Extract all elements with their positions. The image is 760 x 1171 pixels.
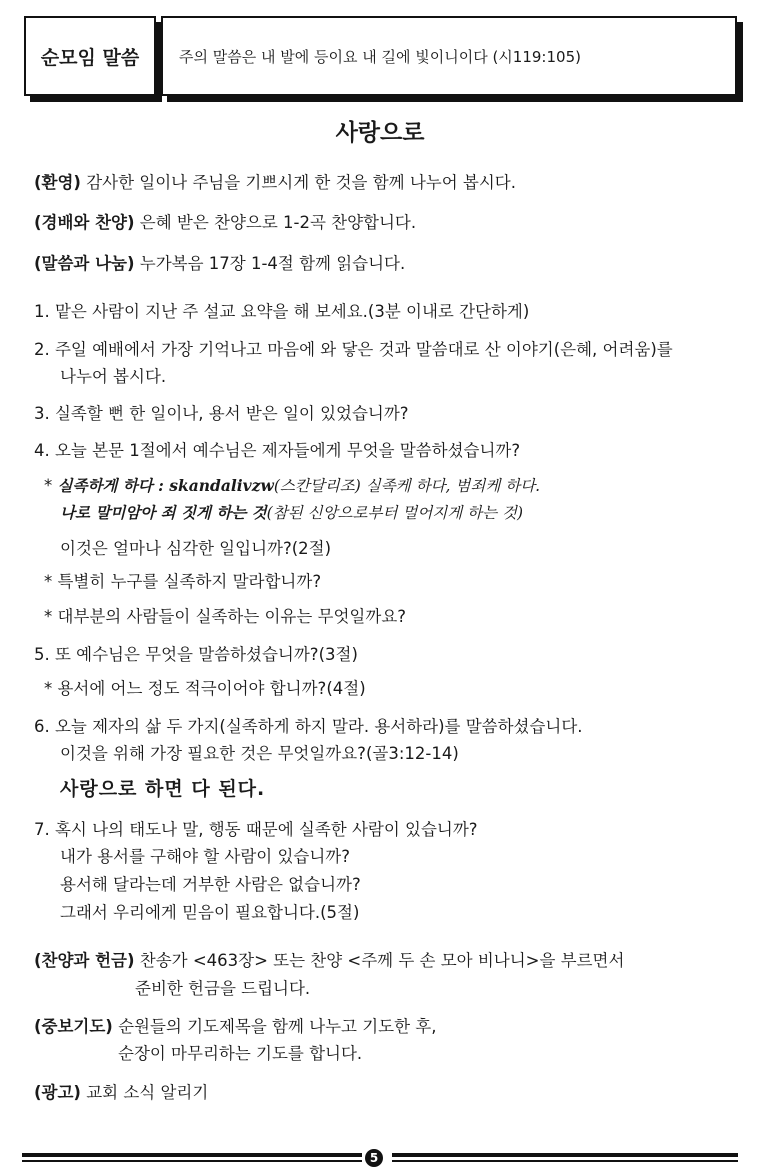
question-1: 1. 맡은 사람이 지난 주 설교 요약을 해 보세요.(3분 이내로 간단하게) xyxy=(34,302,530,321)
note-term: 나로 말미암아 죄 짓게 하는 것 xyxy=(60,503,267,522)
rule-thick xyxy=(392,1153,738,1157)
intro-worship xyxy=(34,212,416,234)
closing-text: 교회 소식 알리기 xyxy=(80,1083,209,1102)
question-2: 2. 주일 예배에서 가장 기억나고 마음에 와 닿은 것과 말씀대로 산 이야기(은혜, 어려움)를 xyxy=(34,340,673,359)
closing-offering-cont: 준비한 헌금을 드립니다. xyxy=(135,979,311,998)
intro-text: 은혜 받은 찬양으로 1-2곡 찬양합니다. xyxy=(134,213,417,232)
question-7-line-2: 내가 용서를 구해야 할 사람이 있습니까? xyxy=(60,847,351,866)
page-title: 사랑으로 xyxy=(335,120,425,146)
question-4: 4. 오늘 본문 1절에서 예수님은 제자들에게 무엇을 말씀하셨습니까? xyxy=(34,441,521,460)
note-definition: (스칸달리조) 실족케 하다, 범죄케 하다. xyxy=(273,477,541,495)
rule-thin xyxy=(22,1160,362,1162)
question-5-star: * 용서에 어느 정도 적극이어야 합니까?(4절) xyxy=(44,679,366,698)
closing-prayer xyxy=(34,1016,436,1038)
header-label-box xyxy=(24,16,156,96)
closing-tag: (광고) xyxy=(34,1083,81,1102)
page-number: 5 xyxy=(365,1149,383,1167)
intro-tag: (환영) xyxy=(34,173,81,192)
rule-thick xyxy=(22,1153,362,1157)
closing-offering xyxy=(34,950,624,972)
closing-tag: (찬양과 헌금) xyxy=(34,951,135,970)
closing-text: 찬송가 <463장> 또는 찬양 <주께 두 손 모아 비나니>을 부르면서 xyxy=(134,951,625,970)
footer-rule-left xyxy=(22,1152,362,1164)
closing-tag: (중보기도) xyxy=(34,1017,113,1036)
intro-text: 누가복음 17장 1-4절 함께 읽습니다. xyxy=(134,254,406,273)
note-term: 실족하게 하다 : skandalivzw xyxy=(57,476,274,495)
footer-rule-right xyxy=(392,1152,738,1164)
closing-text: 순원들의 기도제목을 함께 나누고 기도한 후, xyxy=(112,1017,437,1036)
intro-text: 감사한 일이나 주님을 기쁘시게 한 것을 함께 나누어 봅시다. xyxy=(80,173,516,192)
question-3: 3. 실족할 뻔 한 일이나, 용서 받은 일이 있었습니까? xyxy=(34,404,409,423)
question-6-emphasis: 사랑으로 하면 다 된다. xyxy=(60,778,266,800)
question-4-sub: 이것은 얼마나 심각한 일입니까?(2절) xyxy=(60,539,332,558)
question-7-line-4: 그래서 우리에게 믿음이 필요합니다.(5절) xyxy=(60,903,360,922)
question-4-note-2 xyxy=(60,502,523,524)
header-verse-box xyxy=(161,16,737,96)
closing-prayer-cont: 순장이 마무리하는 기도를 합니다. xyxy=(118,1044,363,1063)
question-7-line-3: 용서해 달라는데 거부한 사람은 없습니까? xyxy=(60,875,361,894)
intro-tag: (경배와 찬양) xyxy=(34,213,135,232)
note-star: * xyxy=(44,476,58,495)
intro-word xyxy=(34,253,405,275)
header-verse: 주의 말씀은 내 발에 등이요 내 길에 빛이니이다 (시119:105) xyxy=(179,47,581,66)
question-5: 5. 또 예수님은 무엇을 말씀하셨습니까?(3절) xyxy=(34,645,358,664)
intro-welcome xyxy=(34,172,516,194)
question-4-star-2: * 특별히 누구를 실족하지 말라합니까? xyxy=(44,572,322,591)
question-4-star-3: * 대부분의 사람들이 실족하는 이유는 무엇일까요? xyxy=(44,607,407,626)
question-6-cont: 이것을 위해 가장 필요한 것은 무엇일까요?(골3:12-14) xyxy=(60,744,459,763)
intro-tag: (말씀과 나눔) xyxy=(34,254,135,273)
note-definition: (참된 신앙으로부터 멀어지게 하는 것) xyxy=(266,504,524,522)
header-label: 순모임 말씀 xyxy=(40,46,140,69)
closing-notice xyxy=(34,1082,208,1104)
question-6: 6. 오늘 제자의 삶 두 가지(실족하게 하지 말라. 용서하라)를 말씀하셨습니다. xyxy=(34,717,583,736)
rule-thin xyxy=(392,1160,738,1162)
question-4-note-1 xyxy=(44,475,540,497)
question-7: 7. 혹시 나의 태도나 말, 행동 때문에 실족한 사람이 있습니까? xyxy=(34,820,478,839)
question-2-cont: 나누어 봅시다. xyxy=(60,367,167,386)
